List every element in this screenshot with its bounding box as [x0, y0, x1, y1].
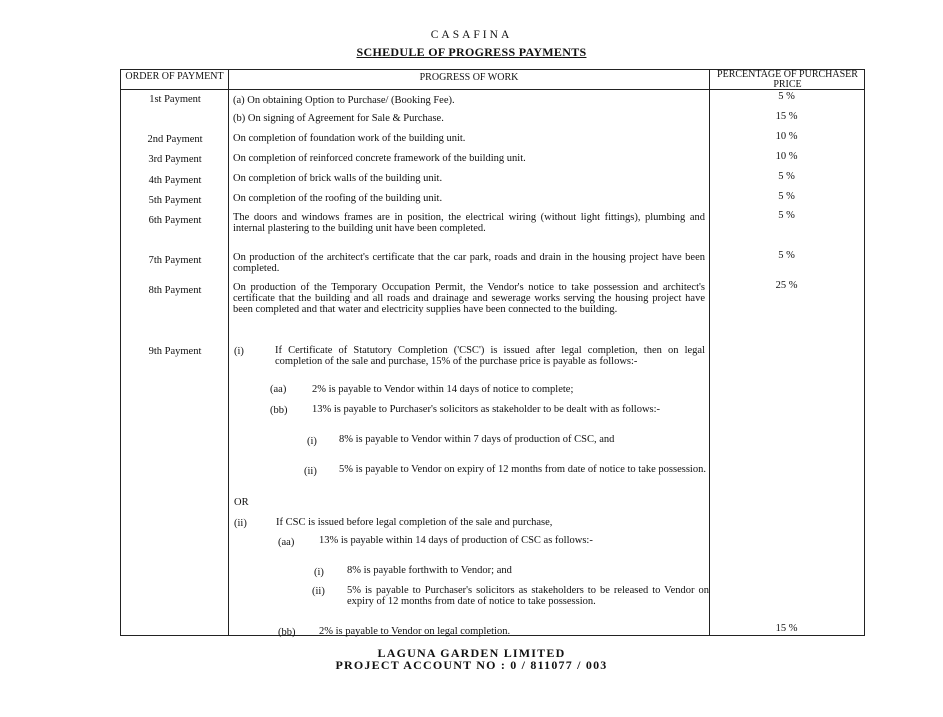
- clause-label: (bb): [278, 627, 296, 638]
- payment-order-3: 3rd Payment: [148, 154, 202, 165]
- percentage-9: 15 %: [775, 623, 798, 634]
- progress-item-1b: (b) On signing of Agreement for Sale & Purchase.: [233, 113, 444, 124]
- document-title: SCHEDULE OF PROGRESS PAYMENTS: [356, 45, 587, 59]
- clause-text: 2% is payable to Vendor within 14 days of notice to complete;: [312, 384, 574, 395]
- clause-label: (ii): [234, 518, 247, 529]
- payment-schedule-table: [120, 69, 865, 636]
- or-separator: OR: [234, 497, 249, 508]
- clause-text: 5% is payable to Vendor on expiry of 12 months from date of notice to take possession.: [339, 464, 706, 475]
- payment-order-4: 4th Payment: [148, 175, 202, 186]
- payment-order-9: 9th Payment: [148, 346, 202, 357]
- percentage-4: 5 %: [778, 171, 795, 182]
- percentage-7: 5 %: [778, 250, 795, 261]
- progress-item-8: On production of the Temporary Occupation Permit, the Vendor's notice to take possession and architect's certificate that the building and all roads and drainage and sewerage works serving the housing project have been completed and that water and electricity supplies have been connected to the building.: [233, 282, 705, 315]
- payment-order-5: 5th Payment: [148, 195, 202, 206]
- clause-text: 13% is payable within 14 days of production of CSC as follows:-: [319, 535, 593, 546]
- percentage-5: 5 %: [778, 191, 795, 202]
- progress-item-7: On production of the architect's certificate that the car park, roads and drain in the housing project have been completed.: [233, 252, 705, 274]
- clause-label: (i): [314, 567, 324, 578]
- progress-item-3: On completion of reinforced concrete framework of the building unit.: [233, 153, 526, 164]
- percentage-2: 10 %: [775, 131, 798, 142]
- payment-order-6: 6th Payment: [148, 215, 202, 226]
- column-header-percentage: PERCENTAGE OF PURCHASER PRICE: [717, 69, 858, 90]
- clause-text: If CSC is issued before legal completion of the sale and purchase,: [276, 517, 553, 528]
- progress-item-6: The doors and windows frames are in position, the electrical wiring (without light fittings), plumbing and internal plastering to the building unit have been completed.: [233, 212, 705, 234]
- clause-text: If Certificate of Statutory Completion ('CSC') is issued after legal completion, then on legal completion of the sale and purchase, 15% of the purchase price is payable as follows:-: [275, 345, 705, 367]
- clause-text: 8% is payable forthwith to Vendor; and: [347, 565, 512, 576]
- project-account-number: PROJECT ACCOUNT NO : 0 / 811077 / 003: [335, 658, 608, 672]
- clause-label: (ii): [312, 586, 325, 597]
- clause-label: (bb): [270, 405, 288, 416]
- clause-text: 2% is payable to Vendor on legal completion.: [319, 626, 511, 637]
- percentage-6: 5 %: [778, 210, 795, 221]
- percentage-1a: 5 %: [778, 91, 795, 102]
- progress-item-4: On completion of brick walls of the building unit.: [233, 173, 443, 184]
- percentage-3: 10 %: [775, 151, 798, 162]
- project-name: CASAFINA: [430, 29, 513, 41]
- clause-label: (i): [234, 346, 244, 357]
- clause-text: 5% is payable to Purchaser's solicitors as stakeholders to be released to Vendor on expiry of 12 months from date of notice to take possession.: [347, 585, 709, 607]
- progress-item-5: On completion of the roofing of the building unit.: [233, 193, 443, 204]
- clause-label: (aa): [278, 537, 295, 548]
- payment-order-8: 8th Payment: [148, 285, 202, 296]
- payment-order-2: 2nd Payment: [147, 134, 203, 145]
- progress-item-1a: (a) On obtaining Option to Purchase/ (Booking Fee).: [233, 95, 455, 106]
- payment-order-1: 1st Payment: [149, 94, 201, 105]
- column-header-progress: PROGRESS OF WORK: [419, 72, 519, 83]
- clause-text: 13% is payable to Purchaser's solicitors as stakeholder to be dealt with as follows:-: [312, 404, 661, 415]
- company-name: LAGUNA GARDEN LIMITED: [377, 646, 566, 660]
- payment-order-7: 7th Payment: [148, 255, 202, 266]
- clause-label: (ii): [304, 466, 317, 477]
- clause-label: (aa): [270, 384, 287, 395]
- progress-item-2: On completion of foundation work of the building unit.: [233, 133, 466, 144]
- clause-text: 8% is payable to Vendor within 7 days of production of CSC, and: [339, 434, 615, 445]
- percentage-1b: 15 %: [775, 111, 798, 122]
- column-header-order: ORDER OF PAYMENT: [125, 71, 224, 82]
- percentage-8: 25 %: [775, 280, 798, 291]
- clause-label: (i): [307, 436, 317, 447]
